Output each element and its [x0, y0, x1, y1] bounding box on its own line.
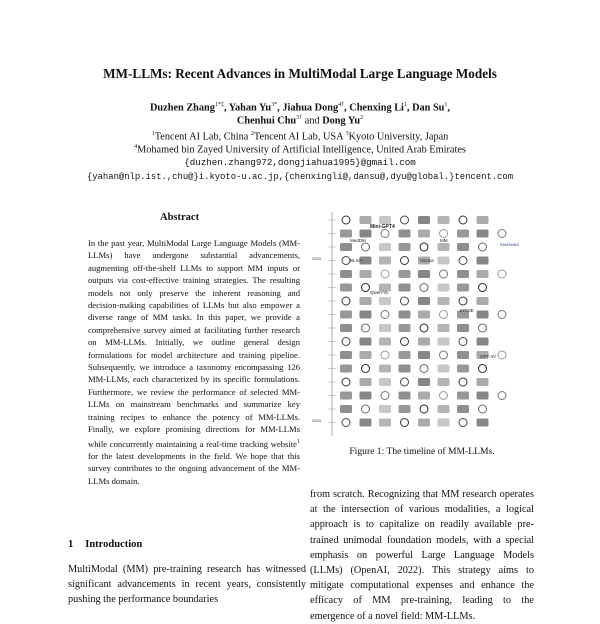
affil-2-sup: 2	[250, 131, 254, 137]
email-line-1[interactable]: {duzhen.zhang972,dongjiahua1995}@gmail.com	[184, 157, 416, 168]
authors-line-2	[0, 112, 600, 127]
model-logo-icon	[399, 311, 411, 319]
model-logo-icon	[340, 270, 352, 278]
affil-1: Tencent AI Lab, China	[154, 131, 249, 143]
model-logo-icon	[342, 378, 350, 386]
footnote-mark[interactable]: 1	[297, 438, 300, 445]
model-logo-icon	[342, 419, 350, 427]
model-logo-icon	[440, 311, 448, 319]
model-logo-icon	[438, 216, 450, 224]
model-logo-icon	[440, 351, 448, 359]
affil-4: Mohamed bin Zayed University of Artificial Intelligence, United Arab Emirates	[137, 144, 466, 156]
model-logo-icon	[477, 311, 489, 319]
author-4: , Chenxing Li	[344, 102, 404, 114]
model-logo-icon	[457, 324, 469, 332]
model-logo-icon	[498, 351, 506, 359]
model-logo-icon	[438, 405, 450, 413]
model-logo-icon	[401, 419, 409, 427]
model-logo-icon	[340, 311, 352, 319]
model-logo-icon	[477, 338, 489, 346]
model-logo-icon	[440, 230, 448, 238]
model-logo-icon	[342, 338, 350, 346]
model-logo-icon	[418, 351, 430, 359]
model-logo-icon	[438, 338, 450, 346]
model-logo-icon	[498, 270, 506, 278]
model-logo-icon	[399, 405, 411, 413]
model-logo-icon	[381, 270, 389, 278]
model-logo-icon	[438, 419, 450, 427]
model-logo-icon	[457, 284, 469, 292]
logo-text-vicuna: Vicuna	[420, 258, 434, 263]
model-logo-icon	[381, 311, 389, 319]
author-7-sup: 2	[360, 115, 364, 121]
model-logo-icon	[342, 257, 350, 265]
affil-1-sup: 1	[151, 131, 155, 137]
author-4-sup: 1	[403, 102, 407, 108]
model-logo-icon	[340, 284, 352, 292]
timeline-logos	[328, 216, 506, 427]
model-logo-icon	[401, 297, 409, 305]
intro-text: MultiModal (MM) pre-training research has witnessed significant advancements in recent years, consistently pushing the performance boundaries	[68, 564, 306, 605]
model-logo-icon	[438, 284, 450, 292]
model-logo-icon	[457, 230, 469, 238]
model-logo-icon	[479, 324, 487, 332]
model-logo-icon	[477, 216, 489, 224]
model-logo-icon	[342, 216, 350, 224]
model-logo-icon	[399, 284, 411, 292]
model-logo-icon	[340, 392, 352, 400]
model-logo-icon	[418, 338, 430, 346]
model-logo-icon	[418, 392, 430, 400]
abstract-heading: Abstract	[160, 212, 200, 223]
model-logo-icon	[379, 324, 391, 332]
author-1: Duzhen Zhang	[149, 102, 215, 114]
model-logo-icon	[379, 257, 391, 265]
author-6: Chenhui Chu	[236, 115, 297, 127]
model-logo-icon	[340, 405, 352, 413]
author-7: Dong Yu	[322, 115, 361, 127]
model-logo-icon	[418, 419, 430, 427]
model-logo-icon	[438, 324, 450, 332]
model-logo-icon	[459, 378, 467, 386]
model-logo-icon	[418, 216, 430, 224]
model-logo-icon	[381, 351, 389, 359]
author-6-sup: 3†	[296, 115, 303, 121]
abstract-text: In the past year, MultiModal Large Language Models (MM-LLMs) have undergone substantial advancements, augmenting off-the-shelf LLMs to support MM inputs or outputs via cost-effective training strategies. The resulting models not only preserve the inherent reasoning and decision-making capabilities of LLMs but also empower a diverse range of MM tasks. In this paper, we provide a comprehensive survey aimed at facilitating further research on MM-LLMs. Initially, we outline general design formulations for model architecture and training pipeline. Subsequently, we introduce a taxonomy encompassing 126 MM-LLMs, each characterized by its specific formulations. Furthermore, we review the performance of selected MM-LLMs on mainstream benchmarks and summarize key training recipes to enhance the potency of MM-LLMs. Finally, we explore promising directions for MM-LLMs while concurrently maintaining a real-time tracking website	[88, 238, 300, 449]
model-logo-icon	[479, 284, 487, 292]
model-logo-icon	[479, 405, 487, 413]
affiliations-line-2	[0, 141, 600, 156]
section-number: 1	[68, 539, 74, 550]
model-logo-icon	[418, 311, 430, 319]
model-logo-icon	[477, 419, 489, 427]
model-logo-icon	[360, 230, 372, 238]
model-logo-icon	[477, 392, 489, 400]
abstract-tail: for the latest developments in the field. We hope that this survey contributes to the ongoing advancement of the MM-LLMs domain.	[88, 450, 300, 486]
model-logo-icon	[340, 243, 352, 251]
model-logo-icon	[459, 419, 467, 427]
model-logo-icon	[457, 243, 469, 251]
model-logo-icon	[360, 338, 372, 346]
logo-text-meddm: MedDM	[350, 238, 366, 243]
model-logo-icon	[399, 230, 411, 238]
author-2-sup: 3*	[271, 102, 278, 108]
affil-4-sup: 4	[134, 144, 138, 150]
model-logo-icon	[477, 297, 489, 305]
and-word: and	[304, 115, 320, 127]
model-logo-icon	[379, 243, 391, 251]
model-logo-icon	[379, 365, 391, 373]
author-5: , Dan Su	[406, 102, 445, 114]
logo-text-ernie: ERNIE	[460, 308, 474, 313]
model-logo-icon	[360, 378, 372, 386]
model-logo-icon	[399, 351, 411, 359]
model-logo-icon	[418, 230, 430, 238]
model-logo-icon	[340, 324, 352, 332]
model-logo-icon	[459, 216, 467, 224]
model-logo-icon	[438, 297, 450, 305]
model-logo-icon	[440, 392, 448, 400]
paper-title: MM-LLMs: Recent Advances in MultiModal Large Language Models	[103, 66, 497, 81]
right-column-text: from scratch. Recognizing that MM research operates at the intersection of various modalities, a logical approach is to capitalize on readily available pre-trained unimodal foundation models, with a special emphasis on powerful Large Language Models (LLMs) (OpenAI, 2022). This strategy aims to mitigate computational expenses and enhance the efficacy of MM pre-training, leading to the emergence of a novel field: MM-LLMs.	[310, 489, 534, 622]
model-logo-icon	[457, 270, 469, 278]
model-logo-icon	[401, 338, 409, 346]
affil-2: Tencent AI Lab, USA	[253, 131, 343, 143]
model-logo-icon	[362, 284, 370, 292]
model-logo-icon	[379, 297, 391, 305]
affil-3-sup: 3	[345, 131, 349, 137]
model-logo-icon	[379, 405, 391, 413]
model-logo-icon	[418, 378, 430, 386]
model-logo-icon	[420, 284, 428, 292]
model-logo-icon	[362, 405, 370, 413]
model-logo-icon	[399, 324, 411, 332]
model-logo-icon	[457, 405, 469, 413]
model-logo-icon	[342, 297, 350, 305]
abstract-body	[88, 237, 300, 487]
logo-text-gpt4v: GPT-4V	[480, 354, 497, 359]
model-logo-icon	[438, 365, 450, 373]
model-logo-icon	[459, 297, 467, 305]
model-logo-icon	[418, 270, 430, 278]
model-logo-icon	[438, 243, 450, 251]
section-title: Introduction	[85, 539, 143, 550]
section-heading	[68, 539, 154, 550]
author-5-sup: 1	[444, 102, 448, 108]
model-logo-icon	[459, 338, 467, 346]
model-logo-icon	[401, 378, 409, 386]
model-logo-icon	[418, 297, 430, 305]
model-logo-icon	[457, 351, 469, 359]
model-logo-icon	[379, 338, 391, 346]
model-logo-icon	[477, 257, 489, 265]
model-logo-icon	[401, 216, 409, 224]
model-logo-icon	[399, 270, 411, 278]
author-1-sup: 1*‡	[214, 102, 224, 108]
model-logo-icon	[399, 392, 411, 400]
model-logo-icon	[457, 365, 469, 373]
author-3: , Jiahua Dong	[277, 102, 339, 114]
model-logo-icon	[360, 392, 372, 400]
model-logo-icon	[381, 230, 389, 238]
model-logo-icon	[340, 351, 352, 359]
logo-text-bliva: BLIVA	[350, 258, 363, 263]
model-logo-icon	[399, 243, 411, 251]
model-logo-icon	[381, 392, 389, 400]
model-logo-icon	[401, 257, 409, 265]
affil-3: Kyoto University, Japan	[348, 131, 449, 143]
model-logo-icon	[420, 243, 428, 251]
model-logo-icon	[360, 297, 372, 305]
logo-text-mm: MM	[440, 238, 448, 243]
model-logo-icon	[457, 392, 469, 400]
model-logo-icon	[340, 230, 352, 238]
timeline-figure	[310, 208, 534, 440]
model-logo-icon	[360, 351, 372, 359]
model-logo-icon	[362, 243, 370, 251]
model-logo-icon	[362, 324, 370, 332]
author-2: , Yahan Yu	[223, 102, 272, 114]
model-logo-icon	[362, 365, 370, 373]
figure-caption: Figure 1: The timeline of MM-LLMs.	[349, 446, 495, 457]
model-logo-icon	[420, 405, 428, 413]
logo-text-minigpt4: Mini-GPT4	[370, 224, 395, 230]
model-logo-icon	[498, 392, 506, 400]
model-logo-icon	[379, 216, 391, 224]
model-logo-icon	[399, 365, 411, 373]
email-line-2[interactable]: {yahan@nlp.ist.,chu@}i.kyoto-u.ac.jp,{chenxingli@,dansu@,dyu@global.}tencent.com	[86, 172, 514, 182]
model-logo-icon	[477, 230, 489, 238]
model-logo-icon	[379, 378, 391, 386]
model-logo-icon	[420, 365, 428, 373]
model-logo-icon	[438, 378, 450, 386]
model-logo-icon	[477, 270, 489, 278]
model-logo-icon	[479, 243, 487, 251]
timeline-year-2024: 2024	[312, 418, 321, 423]
author-comma: ,	[447, 102, 450, 114]
model-logo-icon	[477, 378, 489, 386]
model-logo-icon	[498, 230, 506, 238]
timeline-year-2023: 2023	[312, 256, 321, 261]
model-logo-icon	[379, 419, 391, 427]
model-logo-icon	[360, 270, 372, 278]
logo-text-samsung: SAMSUNG	[500, 243, 520, 247]
model-logo-icon	[340, 365, 352, 373]
model-logo-icon	[360, 216, 372, 224]
author-3-sup: 4†	[338, 102, 345, 108]
model-logo-icon	[438, 257, 450, 265]
model-logo-icon	[360, 311, 372, 319]
model-logo-icon	[498, 311, 506, 319]
model-logo-icon	[440, 270, 448, 278]
model-logo-icon	[479, 365, 487, 373]
model-logo-icon	[360, 419, 372, 427]
model-logo-icon	[420, 324, 428, 332]
logo-text-qwen: Qwen-VL	[370, 290, 389, 295]
model-logo-icon	[459, 257, 467, 265]
